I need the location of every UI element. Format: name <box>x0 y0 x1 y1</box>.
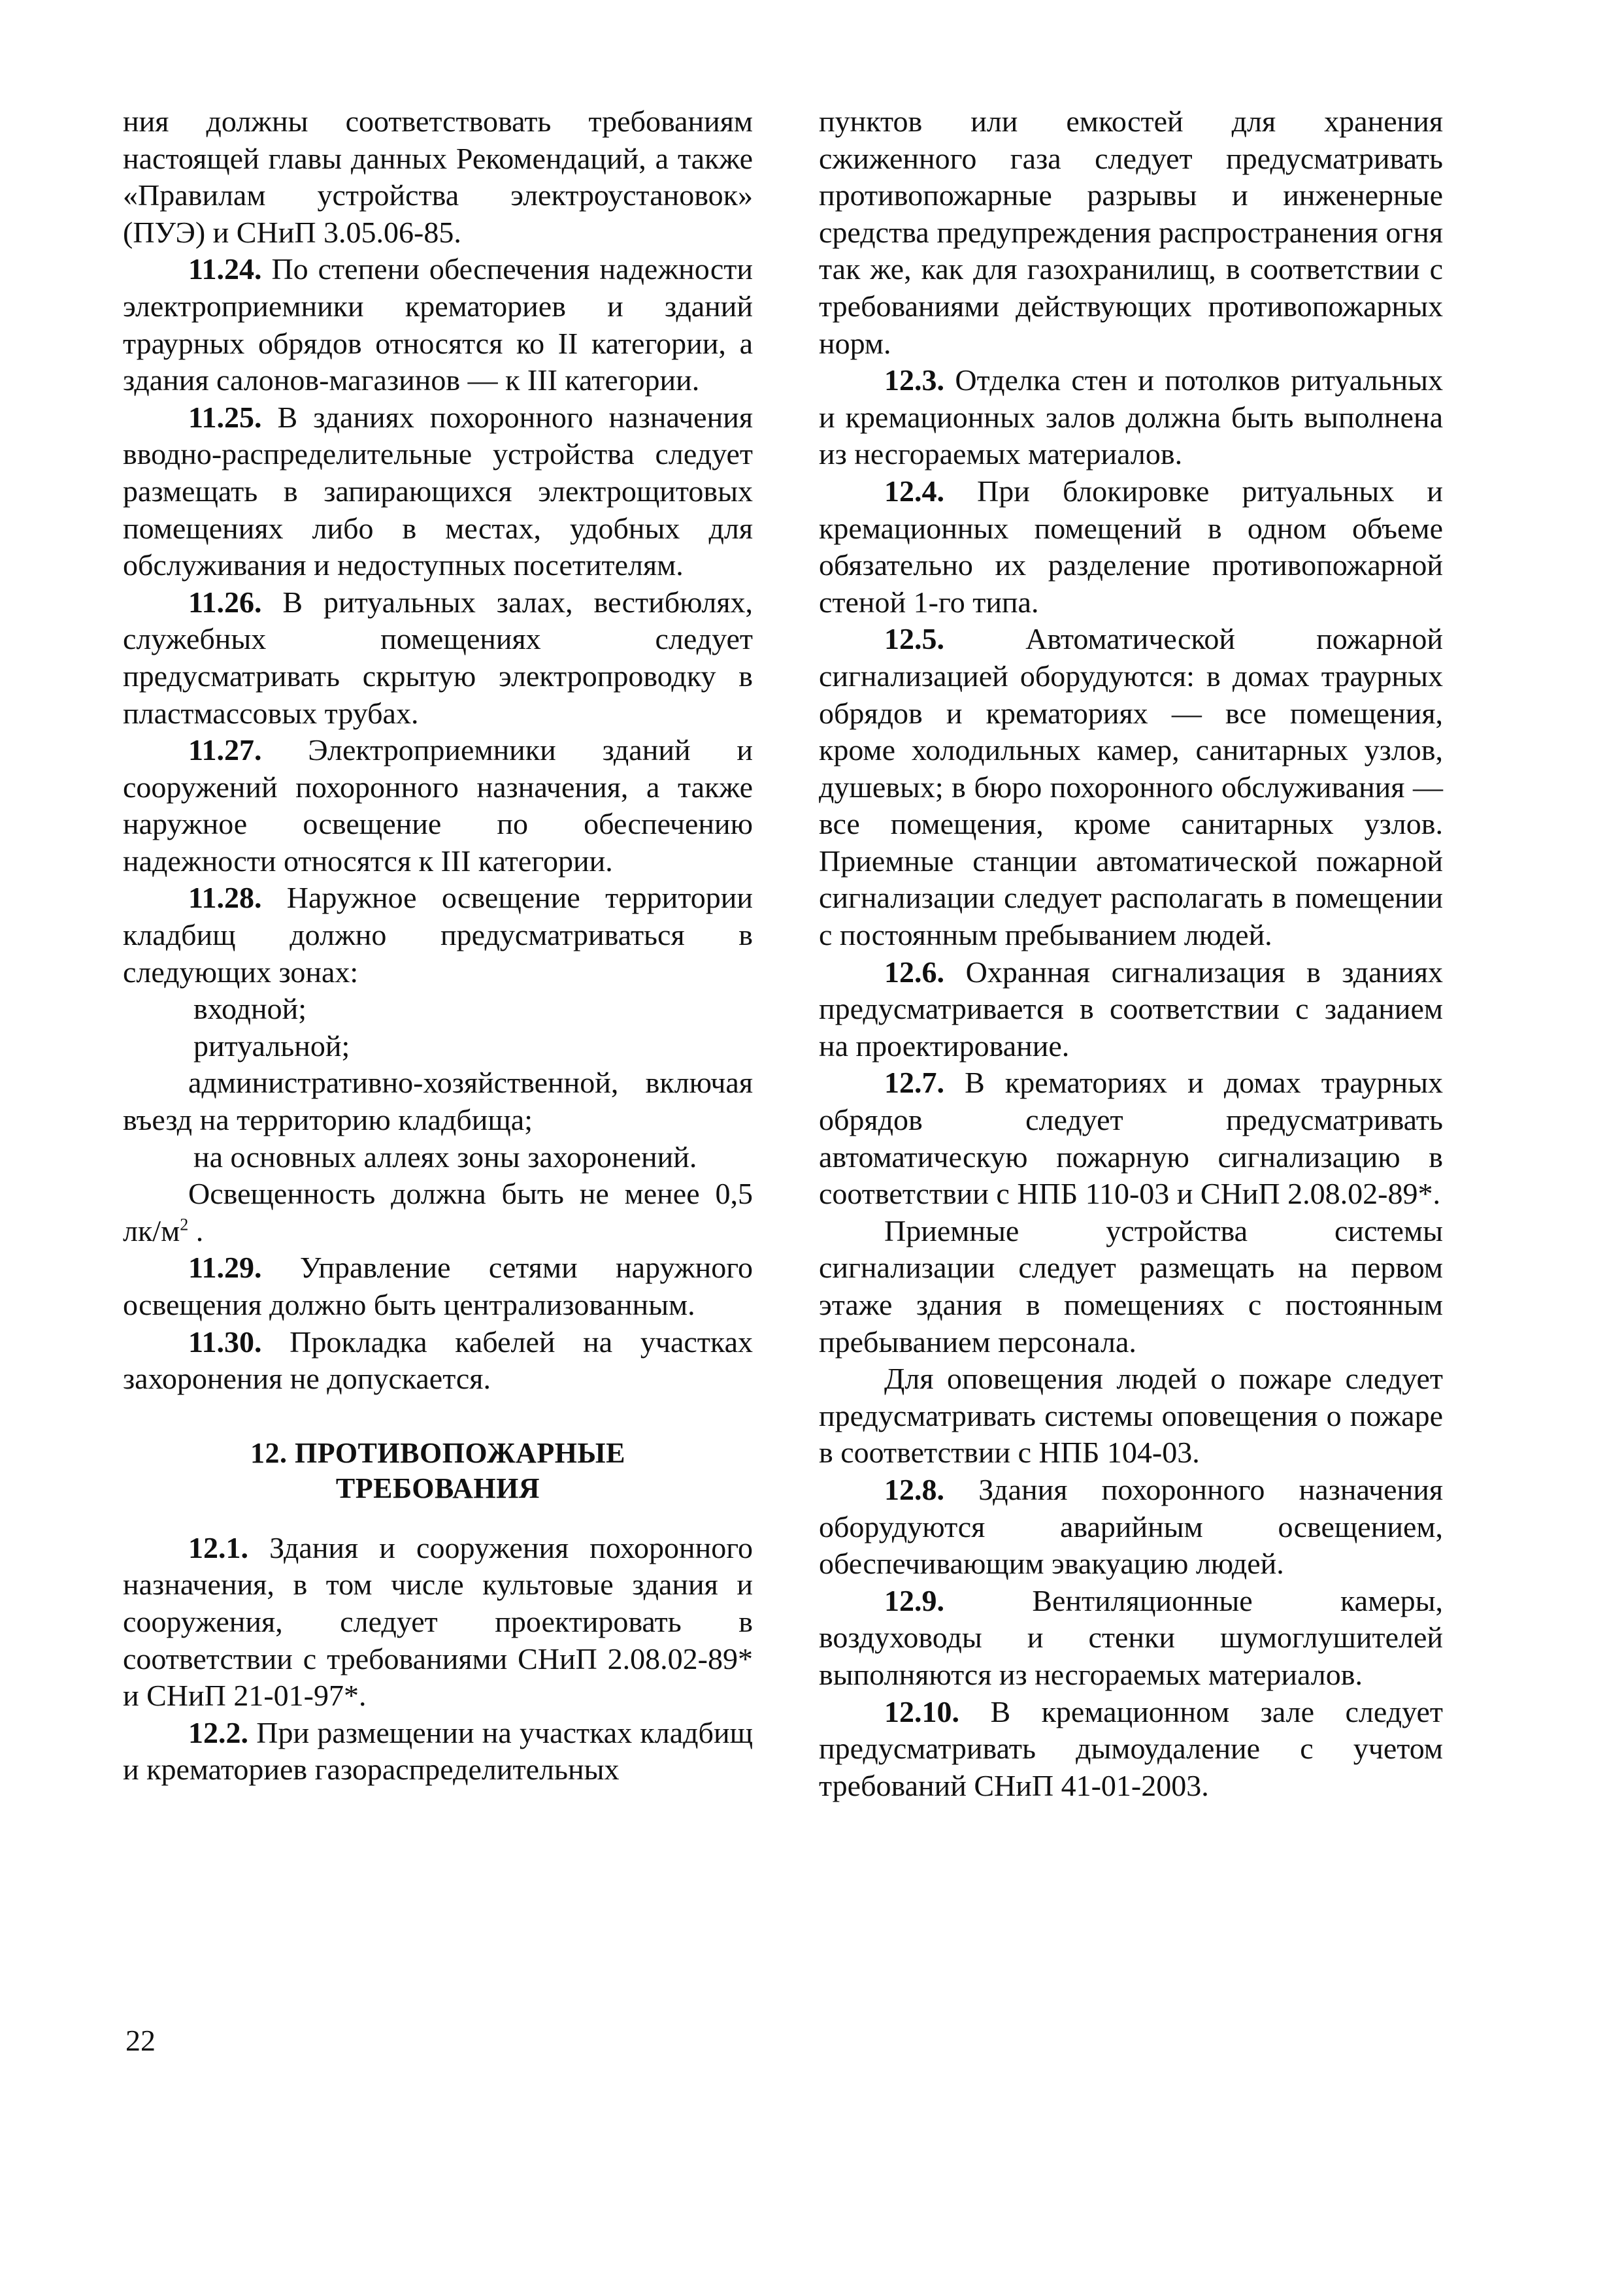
clause-text: При блокировке ритуальных и кремационных помещений в одном объеме обязательно их разделение противопожарной стеной 1-го типа. <box>819 474 1443 619</box>
paragraph-12-9 <box>819 1583 1443 1694</box>
paragraph-receivers: Приемные устройства системы сигнализации следует размещать на первом этаже здания в помещениях с постоянным пребыванием персонала. <box>819 1213 1443 1359</box>
paragraph-11-24 <box>123 251 753 399</box>
illumination-note <box>123 1176 753 1249</box>
clause-number: 12.10. <box>884 1694 959 1728</box>
clause-number: 12.8. <box>884 1472 944 1506</box>
illumination-text: Освещенность должна быть не менее 0,5 лк/м <box>123 1177 753 1247</box>
zone-item: входной; <box>193 992 307 1026</box>
section-heading-line1: 12. ПРОТИВОПОЖАРНЫЕ <box>250 1436 625 1469</box>
clause-text: Управление сетями наружного освещения должно быть централизованным. <box>123 1251 753 1321</box>
zone-item: ритуальной; <box>193 1029 350 1063</box>
clause-number: 12.6. <box>884 955 944 989</box>
clause-number: 11.28. <box>188 881 262 915</box>
left-column <box>123 103 753 1789</box>
paragraph-11-28 <box>123 880 753 991</box>
paragraph-continuation: ния должны соответствовать требованиям настоящей главы данных Рекомендаций, а также «Правилам устройства электроустановок» (ПУЭ) и СНиП 3.05.06-85. <box>123 105 753 249</box>
paragraph-12-6 <box>819 954 1443 1065</box>
clause-number: 12.5. <box>884 622 944 656</box>
clause-number: 12.4. <box>884 474 944 508</box>
clause-text: Отделка стен и потолков ритуальных и кремационных залов должна быть выполнена из несгораемых материалов. <box>819 363 1443 471</box>
clause-number: 11.26. <box>188 585 262 619</box>
section-heading <box>123 1436 753 1506</box>
clause-number: 12.2. <box>188 1715 248 1749</box>
clause-number: 12.1. <box>188 1530 248 1564</box>
illumination-tail: . <box>188 1213 204 1247</box>
clause-number: 11.24. <box>188 252 262 286</box>
zone-item: административно-хозяйственной, включая въезд на территорию кладбища; <box>123 1066 753 1137</box>
clause-text: В крематориях и домах траурных обрядов следует предусматривать автоматическую пожарную сигнализацию в соответствии с НПБ 110-03 и СНиП 2.08.02-89*. <box>819 1066 1443 1211</box>
clause-number: 12.7. <box>884 1066 944 1100</box>
paragraph-12-7 <box>819 1064 1443 1212</box>
clause-text: Прокладка кабелей на участках захоронения не допускается. <box>123 1325 753 1396</box>
clause-number: 11.30. <box>188 1325 262 1359</box>
clause-text: Электроприемники зданий и сооружений похоронного назначения, а также наружное освещение по обеспечению надежности относятся к III категории. <box>123 733 753 878</box>
clause-text: Здания и сооружения похоронного назначения, в том числе культовые здания и сооружения, следует проектировать в соответствии с требованиями СНиП 2.08.02-89* и СНиП 21-01-97*. <box>123 1530 753 1713</box>
paragraph-continuation: пунктов или емкостей для хранения сжиженного газа следует предусматривать противопожарные разрывы и инженерные средства предупреждения распространения огня так же, как для газохранилищ, в соответствии с требованиями действующих противопожарных норм. <box>819 105 1443 360</box>
clause-text: Охранная сигнализация в зданиях предусматривается в соответствии с заданием на проектирование. <box>819 955 1443 1063</box>
clause-number: 12.9. <box>884 1583 944 1617</box>
illumination-superscript: 2 <box>180 1215 189 1234</box>
paragraph-11-27 <box>123 732 753 880</box>
clause-text: В зданиях похоронного назначения вводно-распределительные устройства следует размещать в запирающихся электрощитовых помещениях либо в местах, удобных для обслуживания и недоступных посетителям. <box>123 400 753 582</box>
paragraph-12-1 <box>123 1530 753 1715</box>
clause-text: В ритуальных залах, вестибюлях, служебных помещениях следует предусматривать скрытую электропроводку в пластмассовых трубах. <box>123 585 753 730</box>
paragraph-alert: Для оповещения людей о пожаре следует предусматривать системы оповещения о пожаре в соответствии с НПБ 104-03. <box>819 1362 1443 1470</box>
clause-text: Автоматической пожарной сигнализацией оборудуются: в домах траурных обрядов и крематориях — все помещения, кроме холодильных камер, санитарных узлов, душевых; в бюро похоронного обслуживания — все помещения, кроме санитарных узлов. Приемные станции автоматической пожарной сигнализации следует располагать в помещении с постоянным пребыванием людей. <box>819 622 1443 952</box>
clause-text: При размещении на участках кладбищ и крематориев газораспределительных <box>123 1715 753 1787</box>
paragraph-12-2 <box>123 1715 753 1789</box>
paragraph-12-4 <box>819 473 1443 621</box>
clause-text: В кремационном зале следует предусматривать дымоудаление с учетом требований СНиП 41-01-2003. <box>819 1694 1443 1802</box>
clause-number: 11.27. <box>188 733 262 767</box>
clause-number: 11.25. <box>188 400 262 434</box>
paragraph-12-3 <box>819 362 1443 473</box>
section-heading-line2: ТРЕБОВАНИЯ <box>335 1472 540 1504</box>
paragraph-12-10 <box>819 1694 1443 1805</box>
clause-text: По степени обеспечения надежности электроприемники крематориев и зданий траурных обрядов относятся ко II категории, а здания салонов-магазинов — к III категории. <box>123 252 753 397</box>
right-column <box>819 103 1443 1804</box>
page-number: 22 <box>125 2024 156 2057</box>
clause-number: 11.29. <box>188 1251 262 1285</box>
paragraph-12-8 <box>819 1472 1443 1583</box>
paragraph-12-5 <box>819 621 1443 953</box>
clause-text: Здания похоронного назначения оборудуются аварийным освещением, обеспечивающим эвакуацию людей. <box>819 1472 1443 1581</box>
paragraph-11-25 <box>123 399 753 584</box>
paragraph-11-30 <box>123 1324 753 1398</box>
zone-item: на основных аллеях зоны захоронений. <box>193 1140 697 1174</box>
paragraph-11-29 <box>123 1249 753 1323</box>
clause-text: Наружное освещение территории кладбищ должно предусматриваться в следующих зонах: <box>123 881 753 989</box>
clause-number: 12.3. <box>884 363 944 397</box>
clause-text: Вентиляционные камеры, воздуховоды и стенки шумоглушителей выполняются из несгораемых материалов. <box>819 1583 1443 1691</box>
paragraph-11-26 <box>123 584 753 732</box>
